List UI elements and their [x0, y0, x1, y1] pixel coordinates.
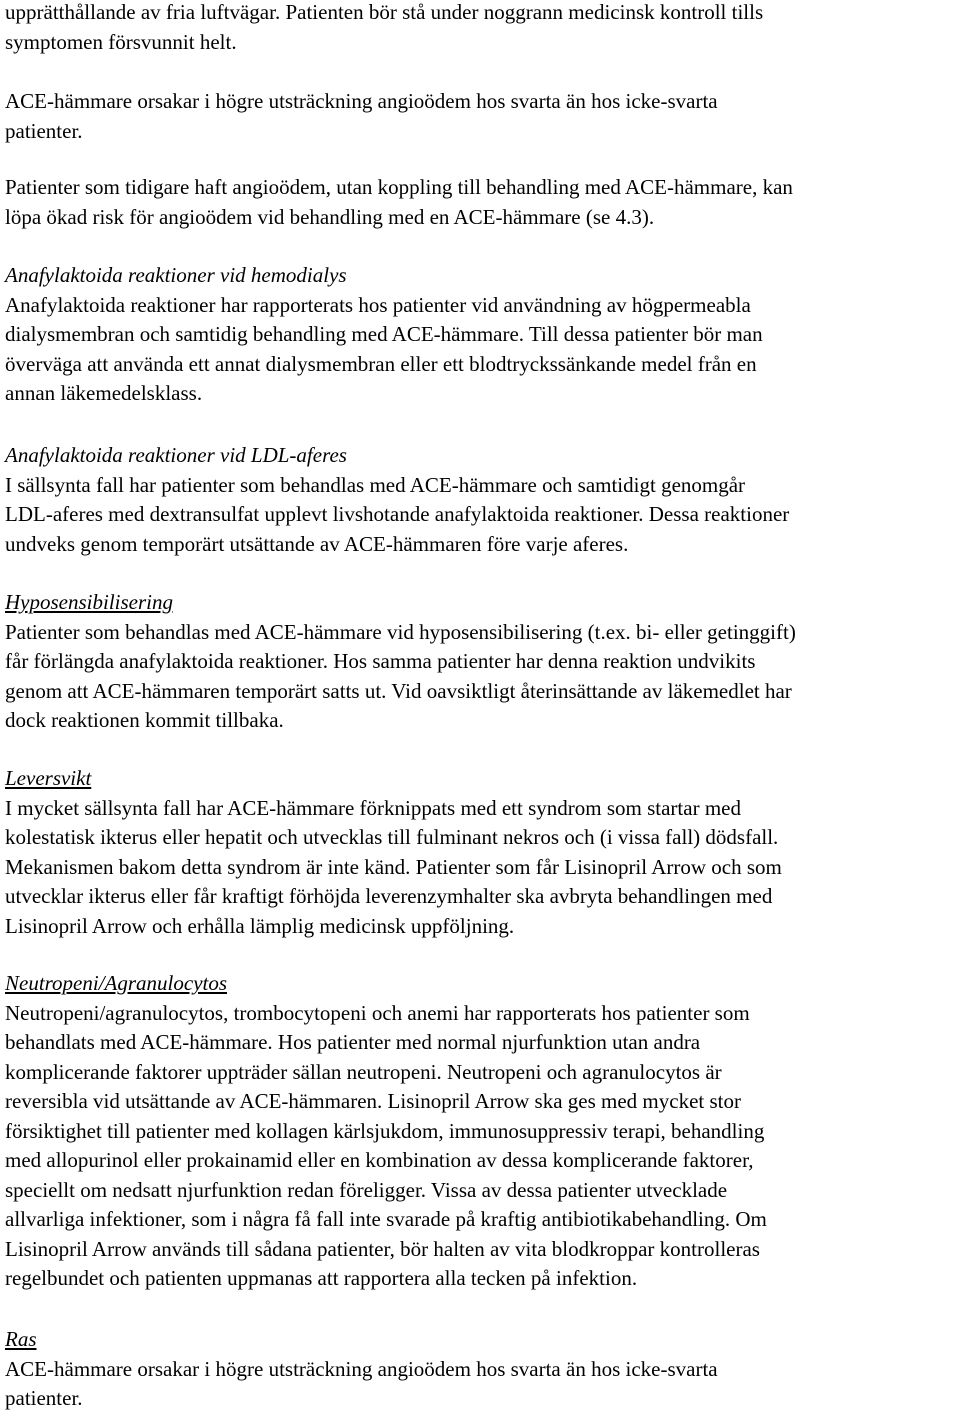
heading-ldl-aferes: Anafylaktoida reaktioner vid LDL-aferes [5, 443, 347, 467]
paragraph-prior-angioedema: Patienter som tidigare haft angioödem, utan koppling till behandling med ACE-hämmare, kan löpa ökad risk för angioödem vid behandling med en ACE-hämmare (se 4.3). [5, 175, 793, 229]
section-neutropeni [5, 969, 767, 1294]
paragraph-ras: ACE-hämmare orsakar i högre utsträckning angioödem hos svarta än hos icke-svarta patienter. [5, 1356, 718, 1410]
section-hemodialys [5, 261, 763, 409]
paragraph-black-patients: ACE-hämmare orsakar i högre utsträckning angioödem hos svarta än hos icke-svarta patienter. [5, 89, 718, 143]
paragraph-airway-monitoring: upprätthållande av fria luftvägar. Patienten bör stå under noggrann medicinsk kontroll tills symptomen försvunnit helt. [5, 0, 764, 54]
section-ras [5, 1325, 718, 1414]
paragraph-ldl-aferes: I sällsynta fall har patienter som behandlas med ACE-hämmare och samtidigt genomgår LDL-aferes med dextransulfat upplevt livshotande anafylaktoida reaktioner. Dessa reaktioner undveks genom temporärt utsättande av ACE-hämmaren före varje aferes. [5, 472, 790, 556]
heading-leversvikt: Leversvikt [5, 766, 92, 790]
paragraph-hemodialys: Anafylaktoida reaktioner har rapporterats hos patienter vid användning av högpermeabla dialysmembran och samtidig behandling med ACE-hämmare. Till dessa patienter bör man överväga att använda ett annat dialysmembran eller ett blodtryckssänkande medel från en annan läkemedelsklass. [5, 292, 763, 405]
paragraph-hyposensibilisering: Patienter som behandlas med ACE-hämmare vid hyposensibilisering (t.ex. bi- eller getinggift) får förlängda anafylaktoida reaktioner. Hos samma patienter har denna reaktion undvikits genom att ACE-hämmaren temporärt satts ut. Vid oavsiktligt återinsättande av läkemedlet har dock reaktionen kommit tillbaka. [5, 619, 796, 732]
heading-hyposensibilisering: Hyposensibilisering [5, 590, 173, 614]
paragraph-leversvikt: I mycket sällsynta fall har ACE-hämmare förknippats med ett syndrom som startar med kolestatisk ikterus eller hepatit och utvecklas till fulminant nekros och (i vissa fall) dödsfall. Mekanismen bakom detta syndrom är inte känd. Patienter som får Lisinopril Arrow och som utvecklar ikterus eller får kraftigt förhöjda leverenzymhalter ska avbryta behandlingen med Lisinopril Arrow och erhålla lämplig medicinsk uppföljning. [5, 795, 782, 938]
heading-hemodialys: Anafylaktoida reaktioner vid hemodialys [5, 263, 347, 287]
section-ldl-aferes [5, 441, 789, 559]
paragraph-neutropeni: Neutropeni/agranulocytos, trombocytopeni och anemi har rapporterats hos patienter som behandlats med ACE-hämmare. Hos patienter med normal njurfunktion utan andra komplicerande faktorer uppträder sällan neutropeni. Neutropeni och agranulocytos är reversibla vid utsättande av ACE-hämmaren. Lisinopril Arrow ska ges med mycket stor försiktighet till patienter med kollagen kärlsjukdom, immunosuppressiv terapi, behandling med allopurinol eller prokainamid eller en kombination av dessa komplicerande faktorer, speciellt om nedsatt njurfunktion redan föreligger. Vissa av dessa patienter utvecklade allvarliga infektioner, som i några få fall inte svarade på kraftig antibiotikabehandling. Om Lisinopril Arrow används till sådana patienter, bör halten av vita blodkroppar kontrolleras regelbundet och patienten uppmanas att rapportera alla tecken på infektion. [5, 1000, 767, 1290]
section-hyposensibilisering [5, 588, 796, 736]
section-leversvikt [5, 764, 782, 941]
heading-neutropeni: Neutropeni/Agranulocytos [5, 971, 228, 995]
heading-ras: Ras [5, 1327, 37, 1351]
